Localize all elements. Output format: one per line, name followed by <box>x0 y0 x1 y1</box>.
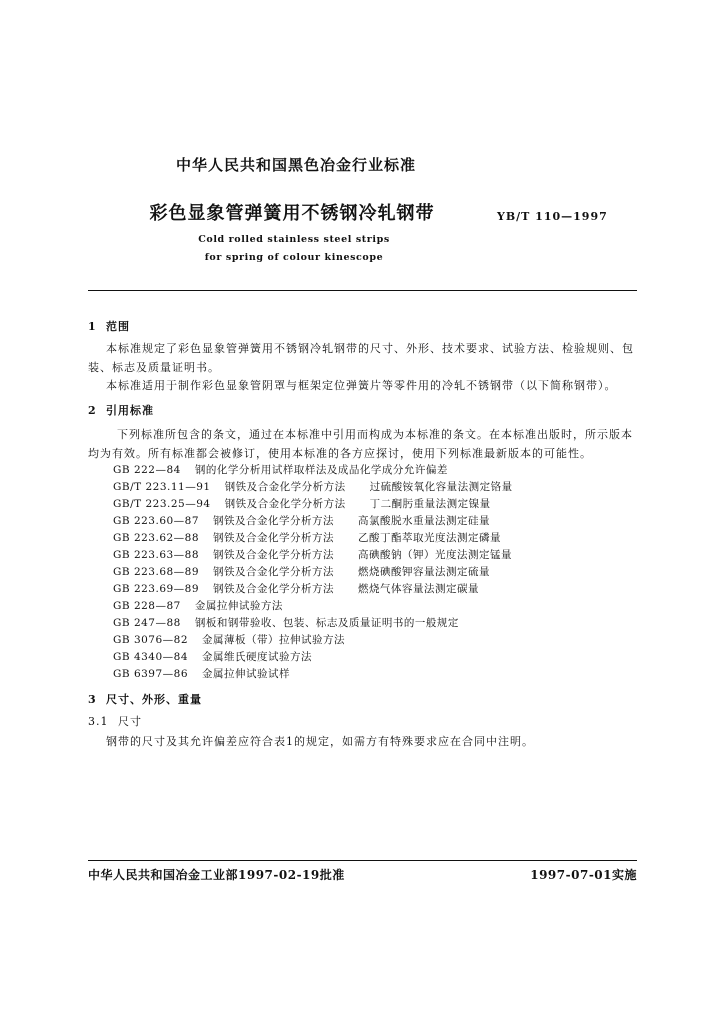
reference-code: GB 3076—82 <box>113 634 189 646</box>
document-title: 彩色显象管弹簧用不锈钢冷轧钢带 <box>149 203 435 224</box>
english-title-line-1: Cold rolled stainless steel strips <box>198 234 390 245</box>
reference-item <box>113 513 490 528</box>
reference-method: 燃烧气体容量法测定碳量 <box>358 583 480 595</box>
reference-item <box>113 496 491 511</box>
reference-item <box>113 649 312 664</box>
section-number: 1 <box>88 320 97 333</box>
footer-rule <box>88 860 637 861</box>
issuing-body: 中华人民共和国黑色冶金行业标准 <box>175 156 416 174</box>
reference-code: GB 6397—86 <box>113 668 189 680</box>
reference-method: 高碘酸钠（钾）光度法测定锰量 <box>358 549 513 561</box>
subsection-3-1-heading <box>88 713 142 729</box>
reference-method: 乙酸丁酯萃取光度法测定磷量 <box>358 532 502 544</box>
reference-code: GB 222—84 <box>113 464 181 476</box>
reference-code: GB 223.63—88 <box>113 549 200 561</box>
reference-title: 钢铁及合金化学分析方法 <box>224 498 346 510</box>
section-title: 引用标准 <box>106 404 154 417</box>
section-number: 2 <box>88 404 97 417</box>
reference-code: GB 223.60—87 <box>113 515 200 527</box>
reference-item <box>113 530 501 545</box>
reference-title: 钢板和钢带验收、包装、标志及质量证明书的一般规定 <box>194 617 459 629</box>
reference-item <box>113 462 448 477</box>
reference-title: 钢铁及合金化学分析方法 <box>224 481 346 493</box>
reference-title: 钢铁及合金化学分析方法 <box>213 532 335 544</box>
reference-title: 钢铁及合金化学分析方法 <box>213 566 335 578</box>
section-title: 范围 <box>106 320 130 333</box>
reference-title: 钢铁及合金化学分析方法 <box>213 515 335 527</box>
reference-method: 丁二酮肟重量法测定镍量 <box>369 498 491 510</box>
reference-item <box>113 615 459 630</box>
reference-item <box>113 564 490 579</box>
subsection-number: 3.1 <box>88 715 109 728</box>
reference-item <box>113 547 512 562</box>
reference-code: GB/T 223.25—94 <box>113 498 211 510</box>
approval-statement: 中华人民共和国冶金工业部1997-02-19批准 <box>88 868 345 882</box>
scope-application-paragraph: 本标准适用于制作彩色显象管阴罩与框架定位弹簧片等零件用的冷轧不锈钢带（以下简称钢带）。 <box>106 379 617 392</box>
reference-item <box>113 581 479 596</box>
reference-title: 钢的化学分析用试样取样法及成品化学成分允许偏差 <box>194 464 448 476</box>
reference-code: GB 228—87 <box>113 600 181 612</box>
section-1-heading <box>88 318 130 334</box>
header-rule <box>88 290 637 291</box>
reference-title: 钢铁及合金化学分析方法 <box>213 549 335 561</box>
dimensions-paragraph: 钢带的尺寸及其允许偏差应符合表1的规定，如需方有特殊要求应在合同中注明。 <box>106 735 534 748</box>
reference-code: GB 223.62—88 <box>113 532 200 544</box>
section-3-heading <box>88 691 202 707</box>
reference-method: 过硫酸铵氧化容量法测定铬量 <box>369 481 513 493</box>
reference-title: 金属薄板（带）拉伸试验方法 <box>202 634 346 646</box>
reference-item <box>113 632 345 647</box>
section-2-heading <box>88 402 154 418</box>
reference-title: 金属拉伸试验试样 <box>202 668 291 680</box>
reference-code: GB 4340—84 <box>113 651 189 663</box>
reference-method: 燃烧碘酸钾容量法测定硫量 <box>358 566 491 578</box>
reference-method: 高氯酸脱水重量法测定硅量 <box>358 515 491 527</box>
standard-code: YB/T 110—1997 <box>497 210 608 223</box>
references-intro-line-1: 下列标准所包含的条文，通过在本标准中引用而构成为本标准的条文。在本标准出版时，所示版本 <box>117 428 633 441</box>
english-title-line-2: for spring of colour kinescope <box>204 252 384 263</box>
subsection-title: 尺寸 <box>118 715 142 728</box>
reference-item <box>113 598 283 613</box>
reference-title: 金属维氏硬度试验方法 <box>202 651 313 663</box>
reference-code: GB/T 223.11—91 <box>113 481 211 493</box>
effective-date: 1997-07-01实施 <box>530 868 637 882</box>
scope-paragraph-line-1: 本标准规定了彩色显象管弹簧用不锈钢冷轧钢带的尺寸、外形、技术要求、试验方法、检验规则、包 <box>106 342 634 355</box>
reference-code: GB 223.68—89 <box>113 566 200 578</box>
reference-title: 金属拉伸试验方法 <box>194 600 283 612</box>
reference-code: GB 247—88 <box>113 617 181 629</box>
references-intro-line-2: 均为有效。所有标准都会被修订，使用本标准的各方应探讨，使用下列标准最新版本的可能性。 <box>88 447 592 460</box>
reference-code: GB 223.69—89 <box>113 583 200 595</box>
section-title: 尺寸、外形、重量 <box>106 693 202 706</box>
reference-item <box>113 479 513 494</box>
reference-title: 钢铁及合金化学分析方法 <box>213 583 335 595</box>
section-number: 3 <box>88 693 97 706</box>
reference-item <box>113 666 290 681</box>
scope-paragraph-line-2: 装、标志及质量证明书。 <box>88 361 220 374</box>
